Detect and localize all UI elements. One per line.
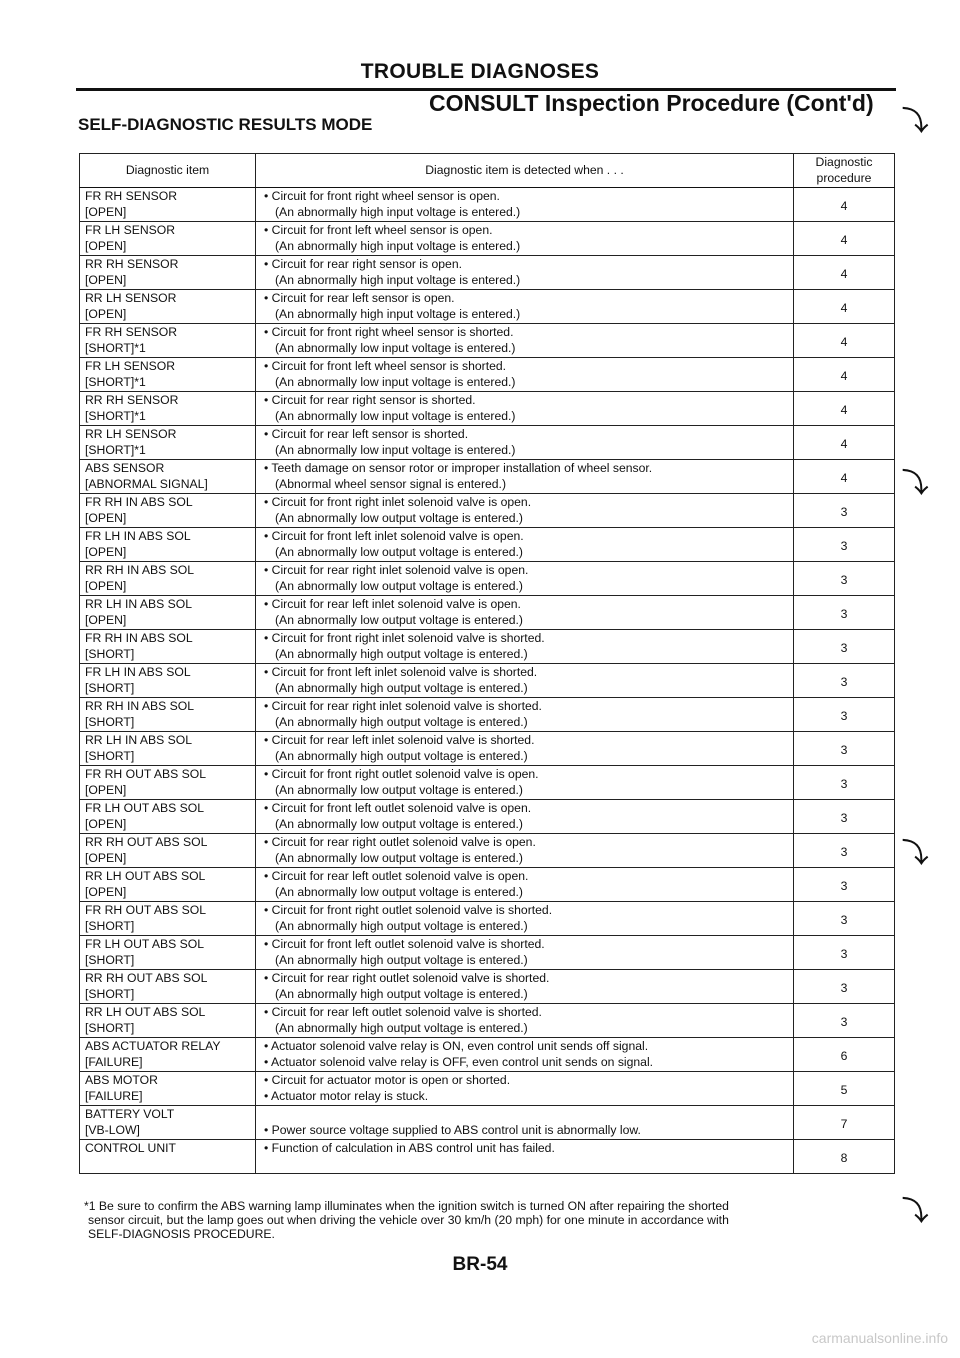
diagnostic-item: ABS ACTUATOR RELAY [FAILURE] xyxy=(80,1038,256,1072)
condition-line: • Circuit for rear left outlet solenoid valve is open. xyxy=(264,869,529,883)
table-row xyxy=(80,834,895,868)
condition-line: (An abnormally high input voltage is entered.) xyxy=(275,238,521,253)
column-header-item: Diagnostic item xyxy=(80,154,256,188)
diagnostic-item: FR LH IN ABS SOL [SHORT] xyxy=(80,664,256,698)
revision-mark-icon: ⤵ xyxy=(902,1196,929,1226)
diagnostic-item: RR LH OUT ABS SOL [SHORT] xyxy=(80,1004,256,1038)
procedure-number: 4 xyxy=(794,392,895,426)
detection-condition xyxy=(256,936,794,970)
detection-condition xyxy=(256,426,794,460)
diagnostic-item: FR RH OUT ABS SOL [SHORT] xyxy=(80,902,256,936)
section-title: CONSULT Inspection Procedure (Cont'd) xyxy=(429,90,874,116)
diagnostic-item: FR RH SENSOR [SHORT]*1 xyxy=(80,324,256,358)
page-title: TROUBLE DIAGNOSES xyxy=(360,60,600,83)
table-row xyxy=(80,426,895,460)
condition-line: (An abnormally low input voltage is entered.) xyxy=(275,442,516,457)
table-row xyxy=(80,698,895,732)
condition-line: • Circuit for rear right outlet solenoid valve is open. xyxy=(264,835,536,849)
table-row xyxy=(80,1004,895,1038)
condition-line: (An abnormally high output voltage is entered.) xyxy=(275,680,528,695)
procedure-number: 4 xyxy=(794,290,895,324)
condition-line: • Actuator motor relay is stuck. xyxy=(264,1088,429,1103)
condition-line: (An abnormally low output voltage is entered.) xyxy=(275,782,523,797)
procedure-number: 3 xyxy=(794,970,895,1004)
detection-condition xyxy=(256,630,794,664)
detection-condition xyxy=(256,732,794,766)
detection-condition xyxy=(256,664,794,698)
procedure-number: 4 xyxy=(794,188,895,222)
condition-line: (An abnormally low input voltage is entered.) xyxy=(275,374,516,389)
table-row xyxy=(80,664,895,698)
condition-line: • Circuit for rear right outlet solenoid valve is shorted. xyxy=(264,971,550,985)
detection-condition xyxy=(256,1004,794,1038)
table-row xyxy=(80,222,895,256)
diagnostic-item: BATTERY VOLT [VB-LOW] xyxy=(80,1106,256,1140)
diagnostic-item: FR RH SENSOR [OPEN] xyxy=(80,188,256,222)
diagnostic-item: RR RH OUT ABS SOL [OPEN] xyxy=(80,834,256,868)
condition-line: (An abnormally high output voltage is entered.) xyxy=(275,714,528,729)
table-row xyxy=(80,256,895,290)
procedure-number: 3 xyxy=(794,528,895,562)
condition-line: (An abnormally low output voltage is entered.) xyxy=(275,578,523,593)
procedure-number: 3 xyxy=(794,494,895,528)
condition-line: • Circuit for front right wheel sensor is open. xyxy=(264,189,500,203)
footnote-line: sensor circuit, but the lamp goes out when driving the vehicle over 30 km/h (20 mph) for one minute in accordance with xyxy=(88,1213,729,1227)
condition-line: (An abnormally high output voltage is entered.) xyxy=(275,986,528,1001)
condition-line: • Circuit for rear left sensor is shorted. xyxy=(264,427,469,441)
detection-condition xyxy=(256,494,794,528)
detection-condition xyxy=(256,800,794,834)
table-row xyxy=(80,562,895,596)
condition-line: • Circuit for front right inlet solenoid valve is shorted. xyxy=(264,631,545,645)
footnote xyxy=(84,1199,884,1241)
procedure-number: 8 xyxy=(794,1140,895,1174)
condition-line: • Circuit for front left wheel sensor is open. xyxy=(264,223,493,237)
detection-condition xyxy=(256,596,794,630)
table-row xyxy=(80,494,895,528)
procedure-number: 3 xyxy=(794,766,895,800)
condition-line: • Circuit for front right inlet solenoid valve is open. xyxy=(264,495,532,509)
table-header-row xyxy=(80,154,895,188)
procedure-number: 4 xyxy=(794,324,895,358)
page-number: BR-54 xyxy=(452,1254,508,1275)
diagnostic-item: ABS SENSOR [ABNORMAL SIGNAL] xyxy=(80,460,256,494)
detection-condition xyxy=(256,766,794,800)
diagnostic-item: FR LH OUT ABS SOL [OPEN] xyxy=(80,800,256,834)
condition-line: • Circuit for rear left outlet solenoid valve is shorted. xyxy=(264,1005,542,1019)
condition-line: • Circuit for rear right inlet solenoid valve is open. xyxy=(264,563,529,577)
table-row xyxy=(80,630,895,664)
procedure-number: 6 xyxy=(794,1038,895,1072)
condition-line: (An abnormally low input voltage is entered.) xyxy=(275,340,516,355)
procedure-number: 3 xyxy=(794,1004,895,1038)
condition-line: • Power source voltage supplied to ABS control unit is abnormally low. xyxy=(264,1122,641,1137)
procedure-number: 4 xyxy=(794,256,895,290)
detection-condition xyxy=(256,290,794,324)
condition-line: (An abnormally high input voltage is entered.) xyxy=(275,272,521,287)
procedure-number: 4 xyxy=(794,358,895,392)
procedure-number: 4 xyxy=(794,426,895,460)
procedure-number: 4 xyxy=(794,222,895,256)
detection-condition xyxy=(256,1140,794,1174)
procedure-number: 3 xyxy=(794,596,895,630)
condition-line: • Circuit for front left inlet solenoid valve is shorted. xyxy=(264,665,538,679)
diagnostic-item: RR LH SENSOR [SHORT]*1 xyxy=(80,426,256,460)
detection-condition xyxy=(256,460,794,494)
table-row xyxy=(80,936,895,970)
diagnostic-item: FR RH IN ABS SOL [OPEN] xyxy=(80,494,256,528)
table-row xyxy=(80,188,895,222)
revision-mark-icon: ⤵ xyxy=(902,838,929,868)
condition-line: • Circuit for front right outlet solenoid valve is shorted. xyxy=(264,903,553,917)
detection-condition xyxy=(256,970,794,1004)
diagnostic-item: RR RH OUT ABS SOL [SHORT] xyxy=(80,970,256,1004)
condition-line: • Circuit for rear left inlet solenoid valve is open. xyxy=(264,597,521,611)
diagnostic-item: RR RH IN ABS SOL [SHORT] xyxy=(80,698,256,732)
detection-condition xyxy=(256,1038,794,1072)
procedure-number: 3 xyxy=(794,834,895,868)
detection-condition xyxy=(256,902,794,936)
condition-line: (An abnormally low output voltage is entered.) xyxy=(275,612,523,627)
procedure-number: 3 xyxy=(794,732,895,766)
condition-line: • Circuit for actuator motor is open or shorted. xyxy=(264,1073,511,1087)
condition-line: • Circuit for front left wheel sensor is shorted. xyxy=(264,359,507,373)
condition-line: (An abnormally low output voltage is entered.) xyxy=(275,816,523,831)
procedure-number: 3 xyxy=(794,868,895,902)
footnote-line: SELF-DIAGNOSIS PROCEDURE. xyxy=(88,1227,275,1241)
revision-mark-icon: ⤵ xyxy=(902,468,929,498)
procedure-number: 3 xyxy=(794,630,895,664)
table-row xyxy=(80,460,895,494)
diagnostic-item: RR LH IN ABS SOL [SHORT] xyxy=(80,732,256,766)
detection-condition xyxy=(256,358,794,392)
table-row xyxy=(80,290,895,324)
watermark: carmanualsonline.info xyxy=(811,1330,948,1346)
table-row xyxy=(80,1140,895,1174)
condition-line: (An abnormally high input voltage is entered.) xyxy=(275,306,521,321)
table-row xyxy=(80,970,895,1004)
condition-line: • Circuit for rear right sensor is open. xyxy=(264,257,462,271)
condition-line: (An abnormally high output voltage is entered.) xyxy=(275,646,528,661)
procedure-number: 3 xyxy=(794,664,895,698)
footnote-line: *1 Be sure to confirm the ABS warning lamp illuminates when the ignition switch is turned ON after repairing the shorted xyxy=(84,1199,729,1213)
condition-line: • Circuit for front left outlet solenoid valve is open. xyxy=(264,801,532,815)
detection-condition xyxy=(256,222,794,256)
detection-condition xyxy=(256,528,794,562)
condition-line: (An abnormally low input voltage is entered.) xyxy=(275,408,516,423)
detection-condition xyxy=(256,256,794,290)
diagnostic-item: CONTROL UNIT xyxy=(80,1140,256,1174)
table-row xyxy=(80,324,895,358)
condition-line: • Circuit for front left inlet solenoid valve is open. xyxy=(264,529,524,543)
procedure-number: 3 xyxy=(794,698,895,732)
detection-condition xyxy=(256,868,794,902)
condition-line: (An abnormally high output voltage is entered.) xyxy=(275,918,528,933)
diagnostic-item: RR LH IN ABS SOL [OPEN] xyxy=(80,596,256,630)
table-row xyxy=(80,800,895,834)
table-row xyxy=(80,596,895,630)
condition-line: (An abnormally high output voltage is entered.) xyxy=(275,952,528,967)
condition-line: • Circuit for rear left inlet solenoid valve is shorted. xyxy=(264,733,535,747)
detection-condition xyxy=(256,562,794,596)
detection-condition xyxy=(256,1106,794,1140)
condition-line: • Actuator solenoid valve relay is ON, even control unit sends off signal. xyxy=(264,1039,649,1053)
table-row xyxy=(80,902,895,936)
condition-line: • Circuit for rear right inlet solenoid valve is shorted. xyxy=(264,699,542,713)
diagnostic-item: FR RH OUT ABS SOL [OPEN] xyxy=(80,766,256,800)
detection-condition xyxy=(256,324,794,358)
detection-condition xyxy=(256,392,794,426)
condition-line: (An abnormally high input voltage is entered.) xyxy=(275,204,521,219)
table-row xyxy=(80,766,895,800)
table-row xyxy=(80,1072,895,1106)
detection-condition xyxy=(256,834,794,868)
condition-line: (An abnormally low output voltage is entered.) xyxy=(275,544,523,559)
mode-title: SELF-DIAGNOSTIC RESULTS MODE xyxy=(78,115,373,134)
diagnostic-item: FR RH IN ABS SOL [SHORT] xyxy=(80,630,256,664)
condition-line: (An abnormally high output voltage is entered.) xyxy=(275,748,528,763)
condition-line: • Function of calculation in ABS control unit has failed. xyxy=(264,1141,555,1155)
procedure-number: 3 xyxy=(794,936,895,970)
procedure-number: 3 xyxy=(794,902,895,936)
table-row xyxy=(80,392,895,426)
condition-line xyxy=(264,1107,789,1123)
table-row xyxy=(80,358,895,392)
diagnostic-item: RR RH IN ABS SOL [OPEN] xyxy=(80,562,256,596)
table-row xyxy=(80,1038,895,1072)
diagnostic-item: FR LH IN ABS SOL [OPEN] xyxy=(80,528,256,562)
revision-mark-icon: ⤵ xyxy=(902,106,929,136)
procedure-number: 5 xyxy=(794,1072,895,1106)
detection-condition xyxy=(256,1072,794,1106)
diagnostic-item: RR LH SENSOR [OPEN] xyxy=(80,290,256,324)
procedure-number: 3 xyxy=(794,562,895,596)
condition-line: • Actuator solenoid valve relay is OFF, even control unit sends on signal. xyxy=(264,1054,654,1069)
column-header-procedure: Diagnostic procedure xyxy=(794,154,895,188)
procedure-number: 3 xyxy=(794,800,895,834)
procedure-number: 7 xyxy=(794,1106,895,1140)
table-row xyxy=(80,868,895,902)
condition-line: (An abnormally low output voltage is entered.) xyxy=(275,884,523,899)
table-row xyxy=(80,528,895,562)
procedure-number: 4 xyxy=(794,460,895,494)
diagnostic-item: RR RH SENSOR [OPEN] xyxy=(80,256,256,290)
table-row xyxy=(80,732,895,766)
detection-condition xyxy=(256,188,794,222)
table-row xyxy=(80,1106,895,1140)
condition-line: • Circuit for front right outlet solenoid valve is open. xyxy=(264,767,539,781)
diagnostic-item: ABS MOTOR [FAILURE] xyxy=(80,1072,256,1106)
diagnostic-item: FR LH SENSOR [OPEN] xyxy=(80,222,256,256)
column-header-condition: Diagnostic item is detected when . . . xyxy=(256,154,794,188)
condition-line: (Abnormal wheel sensor signal is entered.) xyxy=(275,476,506,491)
condition-line: • Circuit for rear right sensor is shorted. xyxy=(264,393,476,407)
diagnostic-table xyxy=(79,153,895,1174)
diagnostic-item: FR LH SENSOR [SHORT]*1 xyxy=(80,358,256,392)
condition-line: • Teeth damage on sensor rotor or improper installation of wheel sensor. xyxy=(264,461,653,475)
diagnostic-item: RR LH OUT ABS SOL [OPEN] xyxy=(80,868,256,902)
diagnostic-item: RR RH SENSOR [SHORT]*1 xyxy=(80,392,256,426)
condition-line: • Circuit for front left outlet solenoid valve is shorted. xyxy=(264,937,545,951)
diagnostic-item: FR LH OUT ABS SOL [SHORT] xyxy=(80,936,256,970)
detection-condition xyxy=(256,698,794,732)
condition-line: • Circuit for front right wheel sensor is shorted. xyxy=(264,325,514,339)
condition-line: (An abnormally high output voltage is entered.) xyxy=(275,1020,528,1035)
condition-line: • Circuit for rear left sensor is open. xyxy=(264,291,455,305)
condition-line: (An abnormally low output voltage is entered.) xyxy=(275,510,523,525)
condition-line: (An abnormally low output voltage is entered.) xyxy=(275,850,523,865)
